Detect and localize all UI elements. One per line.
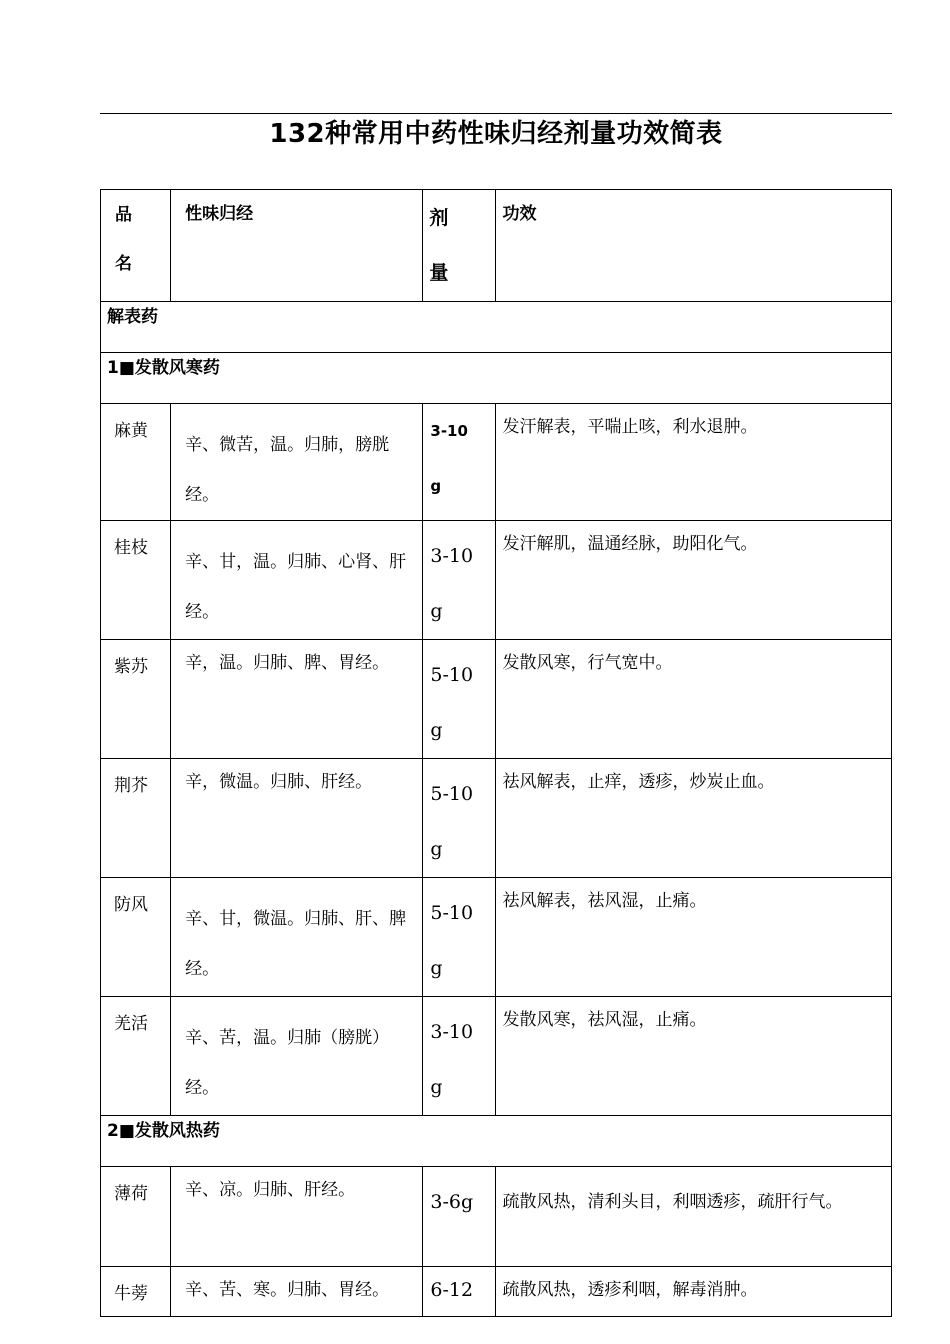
section-row <box>101 1116 892 1167</box>
herb-efficacy: 疏散风热，透疹利咽，解毒消肿。 <box>502 1280 758 1300</box>
section-label: 2■发散风热药 <box>107 1121 220 1141</box>
herb-properties: 辛、苦、寒。归肺、胃经。 <box>185 1280 390 1300</box>
herb-dosage: 3-10 g <box>430 1021 474 1098</box>
table-row <box>101 1267 892 1317</box>
herb-dosage: 3-6g <box>430 1191 474 1213</box>
category-label: 解表药 <box>107 307 158 327</box>
table-row <box>101 1167 892 1267</box>
herb-table <box>100 189 892 1317</box>
herb-dosage: 3-10 g <box>430 545 474 622</box>
herb-name: 麻黄 <box>114 421 148 441</box>
table-header-row <box>101 190 892 302</box>
herb-name: 紫苏 <box>114 657 148 677</box>
header-efficacy: 功效 <box>502 204 537 224</box>
herb-dosage: 6-12 <box>430 1279 474 1301</box>
header-dosage: 剂 量 <box>429 207 449 284</box>
herb-efficacy: 发汗解表，平喘止咳，利水退肿。 <box>502 417 758 437</box>
herb-name: 防风 <box>114 895 148 915</box>
herb-efficacy: 祛风解表，祛风湿，止痛。 <box>502 891 707 911</box>
herb-dosage: 5-10 g <box>430 902 474 979</box>
table-row <box>101 640 892 759</box>
document-title: 132种常用中药性味归经剂量功效简表 <box>269 119 723 149</box>
herb-properties: 辛，微温。归肺、肝经。 <box>185 772 373 792</box>
table-row <box>101 521 892 640</box>
category-row <box>101 302 892 353</box>
herb-efficacy: 祛风解表，止痒，透疹，炒炭止血。 <box>502 772 775 792</box>
section-label: 1■发散风寒药 <box>107 358 220 378</box>
herb-dosage: 3-10 g <box>430 422 468 495</box>
herb-name: 牛蒡 <box>114 1284 148 1304</box>
table-row <box>101 878 892 997</box>
herb-efficacy: 发汗解肌，温通经脉，助阳化气。 <box>502 534 758 554</box>
herb-dosage: 5-10 g <box>430 783 474 860</box>
herb-properties: 辛、微苦，温。归肺，膀胱经。 <box>185 435 390 505</box>
herb-name: 桂枝 <box>114 538 148 558</box>
herb-efficacy: 发散风寒，祛风湿，止痛。 <box>502 1010 707 1030</box>
herb-efficacy: 发散风寒，行气宽中。 <box>502 653 673 673</box>
herb-properties: 辛、甘，微温。归肺、肝、脾经。 <box>185 909 407 979</box>
table-row <box>101 404 892 521</box>
section-row <box>101 353 892 404</box>
herb-properties: 辛、凉。归肺、肝经。 <box>185 1180 356 1200</box>
header-name: 品 名 <box>115 205 132 274</box>
herb-properties: 辛、苦，温。归肺（膀胱）经。 <box>185 1028 390 1098</box>
herb-name: 羌活 <box>114 1014 148 1034</box>
herb-dosage: 5-10 g <box>430 664 474 741</box>
herb-efficacy: 疏散风热，清利头目，利咽透疹，疏肝行气。 <box>502 1192 843 1212</box>
herb-properties: 辛、甘，温。归肺、心肾、肝经。 <box>185 552 407 622</box>
herb-properties: 辛，温。归肺、脾、胃经。 <box>185 653 390 673</box>
table-row <box>101 997 892 1116</box>
herb-name: 薄荷 <box>114 1184 148 1204</box>
table-row <box>101 759 892 878</box>
header-properties: 性味归经 <box>185 204 254 224</box>
herb-name: 荆芥 <box>114 776 148 796</box>
